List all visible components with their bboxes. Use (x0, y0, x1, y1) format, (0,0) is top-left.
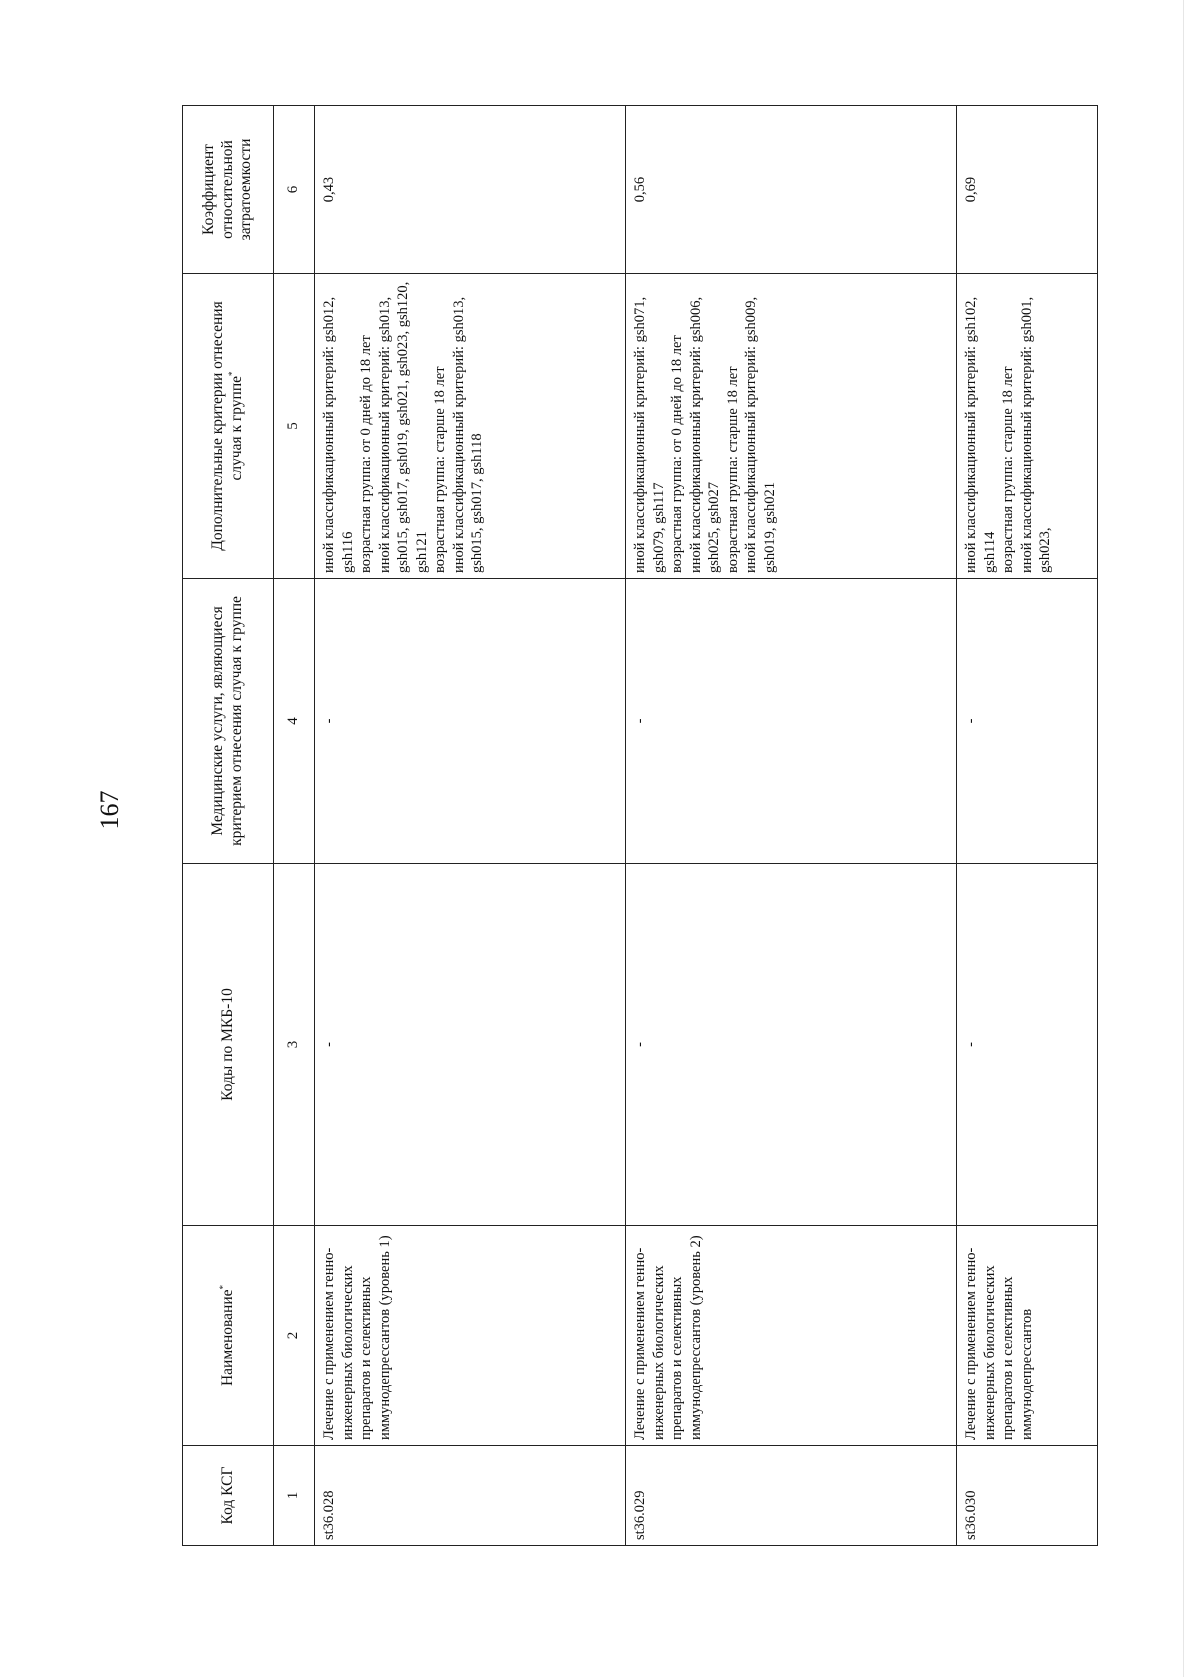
column-number-row (274, 106, 315, 1546)
header-name (183, 1226, 274, 1446)
column-number: 5 (274, 274, 315, 579)
header-coefficient: Коэффициент относительной затратоемкости (183, 106, 274, 274)
scan-edge-line (1183, 0, 1184, 1677)
ksg-name-cell: Лечение с применением генно-инженерных биологических препаратов и селективных иммунодепрессантов (уровень 2) (626, 1226, 957, 1446)
criteria-cell (626, 274, 957, 579)
icd-codes-cell: - (315, 864, 626, 1226)
criteria-line: возрастная группа: старше 18 лет (724, 366, 741, 573)
header-additional-criteria (183, 274, 274, 579)
column-number: 2 (274, 1226, 315, 1446)
table-row (315, 106, 626, 1546)
criteria-line: иной классификационный критерий: gsh102, gsh114 (963, 296, 998, 573)
page-number: 167 (95, 790, 124, 830)
ksg-name-cell: Лечение с применением генно-инженерных биологических препаратов и селективных иммунодепрессантов (957, 1226, 1098, 1446)
icd-codes-cell: - (957, 864, 1098, 1226)
column-number: 1 (274, 1446, 315, 1546)
criteria-cell (957, 274, 1098, 579)
criteria-line: иной классификационный критерий: gsh013, gsh015, gsh017, gsh019, gsh021, gsh023, gsh120, gsh121 (376, 281, 430, 573)
criteria-line: возрастная группа: старше 18 лет (432, 366, 449, 573)
criteria-line: иной классификационный критерий: gsh013, gsh015, gsh017, gsh118 (450, 296, 486, 573)
services-cell: - (315, 579, 626, 864)
header-medical-services: Медицинские услуги, являющиеся критерием отнесения случая к группе (183, 579, 274, 864)
header-icd-codes: Коды по МКБ-10 (183, 864, 274, 1226)
criteria-line: иной классификационный критерий: gsh009, gsh019, gsh021 (743, 296, 778, 573)
ksg-table (182, 105, 1098, 1546)
coefficient-cell: 0,69 (957, 106, 1098, 274)
ksg-code-cell: st36.029 (626, 1446, 957, 1546)
criteria-line: иной классификационный критерий: gsh001, gsh023, (1018, 296, 1054, 573)
table-header-row (183, 106, 274, 1546)
column-number: 4 (274, 579, 315, 864)
header-criteria-label: Дополнительные критерии отнесения случая к группе (208, 301, 246, 551)
criteria-line: возрастная группа: от 0 дней до 18 лет (669, 335, 686, 573)
criteria-line: иной классификационный критерий: gsh071, gsh079, gsh117 (632, 296, 667, 573)
header-criteria-footnote-mark: * (227, 371, 238, 376)
criteria-line: иной классификационный критерий: gsh012, gsh116 (321, 296, 356, 573)
icd-codes-cell: - (626, 864, 957, 1226)
ksg-code-cell: st36.028 (315, 1446, 626, 1546)
table-row (957, 106, 1098, 1546)
coefficient-cell: 0,43 (315, 106, 626, 274)
coefficient-cell: 0,56 (626, 106, 957, 274)
services-cell: - (957, 579, 1098, 864)
column-number: 3 (274, 864, 315, 1226)
criteria-line: иной классификационный критерий: gsh006, gsh025, gsh027 (687, 296, 723, 573)
header-name-footnote-mark: * (218, 1284, 229, 1290)
criteria-cell (315, 274, 626, 579)
table-row (626, 106, 957, 1546)
header-name-label: Наименование (219, 1289, 237, 1387)
rotated-table-frame (182, 106, 1098, 1546)
rotated-table-container (182, 106, 1098, 1546)
header-ksg-code: Код КСГ (183, 1446, 274, 1546)
ksg-code-cell: st36.030 (957, 1446, 1098, 1546)
column-number: 6 (274, 106, 315, 274)
services-cell: - (626, 579, 957, 864)
criteria-line: возрастная группа: от 0 дней до 18 лет (358, 335, 375, 573)
criteria-line: возрастная группа: старше 18 лет (1000, 366, 1017, 573)
ksg-name-cell: Лечение с применением генно-инженерных биологических препаратов и селективных иммунодепрессантов (уровень 1) (315, 1226, 626, 1446)
